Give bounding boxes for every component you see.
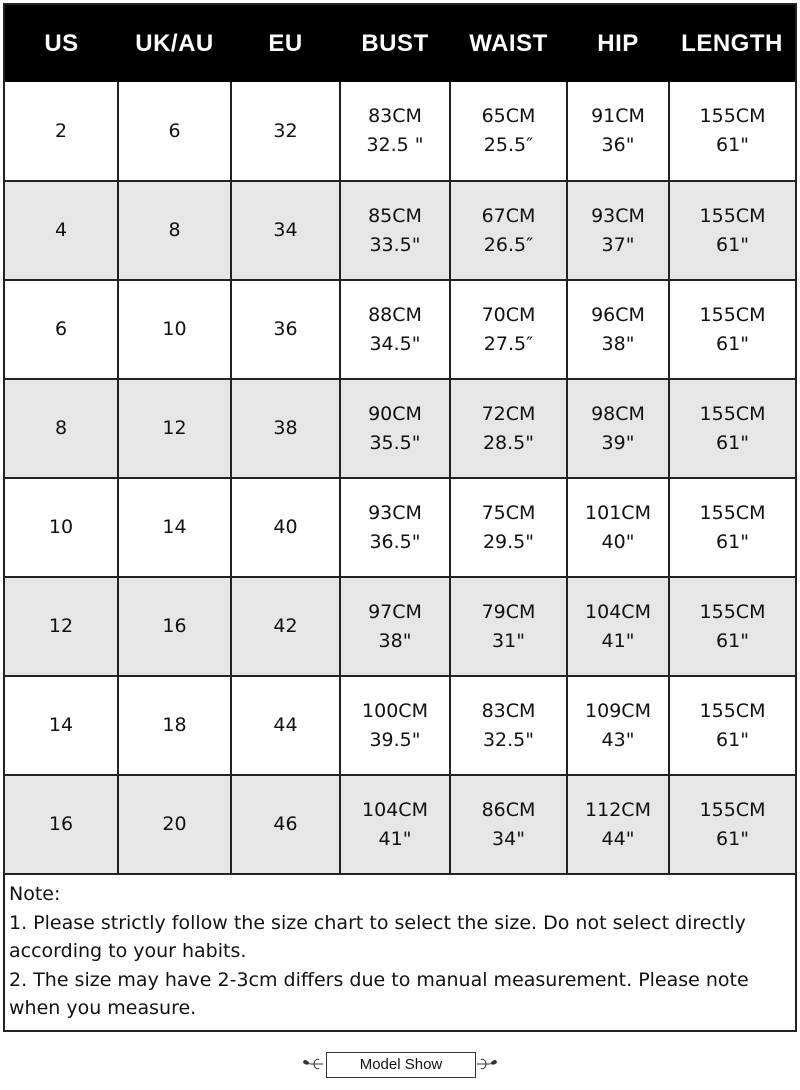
cell-hip-cm: 96CM: [591, 303, 645, 326]
cell-length-inch: 61": [716, 332, 749, 355]
cell-length: [669, 379, 795, 478]
header-eu: EU: [268, 29, 303, 57]
cell-bust-cm: 83CM: [368, 105, 422, 127]
table-header: [5, 5, 795, 82]
cell-waist: [450, 379, 567, 478]
cell-bust: [340, 577, 450, 676]
note-title: Note:: [9, 883, 61, 905]
header-waist: WAIST: [469, 29, 548, 57]
header-uk-au: UK/AU: [135, 29, 214, 57]
cell-waist: [450, 775, 567, 874]
cell-hip-cm: 109CM: [585, 699, 651, 722]
cell-hip: [567, 676, 669, 775]
cell-waist-inch: 31": [492, 629, 525, 652]
cell-bust: [340, 280, 450, 379]
cell-bust: [340, 379, 450, 478]
cell-waist-inch: 27.5″: [483, 332, 534, 355]
cell-hip: [567, 478, 669, 577]
table-row: [5, 280, 795, 379]
cell-bust-inch: 36.5": [369, 530, 421, 553]
cell-waist: [450, 280, 567, 379]
cell-us: 12: [5, 577, 118, 676]
cell-waist: [450, 676, 567, 775]
cell-bust-inch: 41": [378, 827, 412, 850]
cell-length-inch: 61": [716, 431, 749, 454]
cell-uk-au: 6: [118, 82, 231, 181]
cell-bust-cm: 85CM: [368, 204, 422, 227]
cell-hip-inch: 41": [601, 629, 635, 652]
cell-uk-au: 12: [118, 379, 231, 478]
cell-hip-inch: 36": [601, 134, 635, 156]
cell-length-inch: 61": [716, 530, 749, 553]
cell-waist: [450, 577, 567, 676]
cell-length: [669, 478, 795, 577]
cell-uk-au: 20: [118, 775, 231, 874]
size-chart: [3, 3, 797, 1032]
cell-bust: [340, 478, 450, 577]
cell-length-inch: 61": [716, 629, 749, 652]
cell-eu: 38: [231, 379, 340, 478]
cell-length-inch: 61": [716, 233, 749, 256]
header-bust: BUST: [361, 29, 429, 57]
note-line-1: 1. Please strictly follow the size chart to select the size. Do not select directly according to your habits.: [9, 911, 746, 962]
cell-bust: [340, 775, 450, 874]
cell-eu: 36: [231, 280, 340, 379]
ornament-right-icon: [476, 1054, 498, 1074]
cell-hip-inch: 43": [601, 728, 635, 751]
cell-length-inch: 61": [716, 827, 749, 850]
cell-eu: 44: [231, 676, 340, 775]
cell-waist-cm: 79CM: [481, 600, 536, 623]
footer-bar: [0, 1050, 800, 1080]
cell-bust: [340, 676, 450, 775]
cell-waist-inch: 34": [492, 827, 525, 850]
table-row: [5, 82, 795, 181]
cell-waist-inch: 26.5″: [483, 233, 534, 256]
cell-hip: [567, 181, 669, 280]
cell-hip-inch: 40": [601, 530, 635, 553]
cell-hip-cm: 98CM: [591, 402, 645, 425]
cell-eu: 40: [231, 478, 340, 577]
note-line-2: 2. The size may have 2-3cm differs due to manual measurement. Please note when you measure.: [9, 968, 749, 1019]
cell-length-cm: 155CM: [699, 798, 766, 821]
cell-us: 6: [5, 280, 118, 379]
cell-hip-cm: 91CM: [591, 105, 645, 127]
cell-eu: 32: [231, 82, 340, 181]
cell-hip: [567, 775, 669, 874]
cell-eu: 46: [231, 775, 340, 874]
cell-waist-cm: 83CM: [481, 699, 536, 722]
header-length: LENGTH: [681, 29, 783, 57]
ornament-left-icon: [302, 1054, 324, 1074]
cell-hip: [567, 379, 669, 478]
cell-bust: [340, 181, 450, 280]
cell-bust-inch: 33.5": [369, 233, 421, 256]
cell-waist: [450, 181, 567, 280]
cell-uk-au: 14: [118, 478, 231, 577]
cell-waist-inch: 29.5": [482, 530, 535, 553]
cell-length: [669, 577, 795, 676]
cell-uk-au: 16: [118, 577, 231, 676]
cell-bust: [340, 82, 450, 181]
cell-bust-cm: 93CM: [368, 501, 422, 524]
cell-us: 8: [5, 379, 118, 478]
cell-length-cm: 155CM: [699, 105, 766, 127]
cell-length-cm: 155CM: [699, 402, 766, 425]
table-row: [5, 181, 795, 280]
header-hip: HIP: [597, 29, 639, 57]
cell-waist-inch: 28.5": [482, 431, 535, 454]
cell-hip: [567, 82, 669, 181]
cell-length-cm: 155CM: [699, 204, 766, 227]
cell-waist-cm: 70CM: [481, 303, 536, 326]
cell-bust-cm: 90CM: [368, 402, 422, 425]
cell-length-cm: 155CM: [699, 600, 766, 623]
cell-uk-au: 18: [118, 676, 231, 775]
cell-waist: [450, 478, 567, 577]
cell-waist: [450, 82, 567, 181]
cell-us: 4: [5, 181, 118, 280]
cell-bust-inch: 35.5": [369, 431, 421, 454]
cell-bust-cm: 104CM: [362, 798, 428, 821]
cell-length: [669, 82, 795, 181]
cell-bust-cm: 88CM: [368, 303, 422, 326]
cell-bust-inch: 32.5 ": [366, 134, 424, 156]
table-row: [5, 775, 795, 874]
cell-bust-cm: 97CM: [368, 600, 422, 623]
cell-uk-au: 10: [118, 280, 231, 379]
cell-eu: 42: [231, 577, 340, 676]
cell-length: [669, 280, 795, 379]
cell-waist-cm: 75CM: [481, 501, 536, 524]
model-show-button[interactable]: Model Show: [326, 1052, 476, 1078]
cell-uk-au: 8: [118, 181, 231, 280]
cell-bust-inch: 34.5": [369, 332, 421, 355]
cell-hip-inch: 39": [601, 431, 635, 454]
cell-hip: [567, 280, 669, 379]
cell-waist-cm: 65CM: [481, 105, 536, 127]
cell-bust-cm: 100CM: [362, 699, 428, 722]
cell-hip-cm: 104CM: [585, 600, 651, 623]
table-row: [5, 676, 795, 775]
cell-length-cm: 155CM: [699, 303, 766, 326]
table-row: [5, 478, 795, 577]
cell-waist-cm: 72CM: [481, 402, 536, 425]
cell-waist-cm: 86CM: [481, 798, 536, 821]
cell-waist-inch: 25.5″: [483, 134, 534, 156]
cell-waist-inch: 32.5": [482, 728, 535, 751]
cell-hip-inch: 38": [601, 332, 635, 355]
cell-length-inch: 61": [716, 134, 749, 156]
cell-us: 16: [5, 775, 118, 874]
table-row: [5, 379, 795, 478]
note-section: [5, 875, 795, 1023]
cell-hip: [567, 577, 669, 676]
cell-hip-cm: 93CM: [591, 204, 645, 227]
cell-hip-cm: 101CM: [585, 501, 651, 524]
cell-hip-inch: 44": [601, 827, 635, 850]
cell-eu: 34: [231, 181, 340, 280]
cell-bust-inch: 39.5": [369, 728, 421, 751]
cell-bust-inch: 38": [378, 629, 412, 652]
cell-hip-inch: 37": [601, 233, 635, 256]
cell-hip-cm: 112CM: [585, 798, 651, 821]
header-us: US: [44, 29, 79, 57]
cell-length-inch: 61": [716, 728, 749, 751]
cell-us: 14: [5, 676, 118, 775]
cell-length: [669, 676, 795, 775]
cell-waist-cm: 67CM: [481, 204, 536, 227]
cell-length-cm: 155CM: [699, 699, 766, 722]
cell-length: [669, 181, 795, 280]
cell-us: 10: [5, 478, 118, 577]
cell-us: 2: [5, 82, 118, 181]
size-table: [5, 5, 795, 875]
cell-length: [669, 775, 795, 874]
table-body: [5, 82, 795, 874]
cell-length-cm: 155CM: [699, 501, 766, 524]
table-row: [5, 577, 795, 676]
